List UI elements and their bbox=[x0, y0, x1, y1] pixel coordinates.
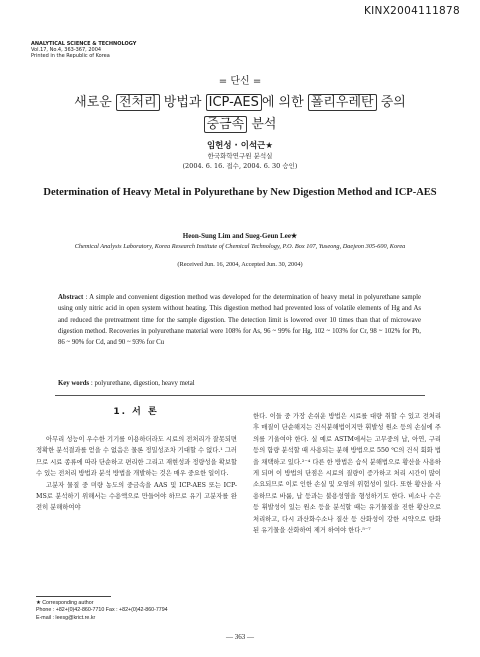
section-label: = 단신 = bbox=[218, 76, 262, 87]
journal-volume: Vol.17, No.4, 363-367, 2004 bbox=[31, 47, 102, 53]
keywords-label: Key words bbox=[58, 380, 90, 387]
footnote-divider bbox=[36, 596, 111, 597]
journal-printed: Printed in the Republic of Korea bbox=[31, 53, 110, 59]
title-segment: 방법과 bbox=[159, 95, 206, 110]
title-segment: 새로운 bbox=[74, 95, 116, 110]
section-divider bbox=[55, 395, 425, 396]
korean-title-line1 bbox=[0, 92, 480, 114]
title-segment: 에 의한 bbox=[261, 95, 308, 110]
korean-dates: (2004. 6. 16. 접수, 2004. 6. 30 승인) bbox=[182, 162, 298, 170]
english-dates: (Received Jun. 16, 2004, Accepted Jun. 30, 2004) bbox=[177, 261, 303, 268]
title-highlight: 전처리 bbox=[116, 94, 160, 111]
title-highlight: 폴리우레탄 bbox=[308, 94, 377, 111]
abstract bbox=[58, 292, 421, 348]
document-id: KINX2004111878 bbox=[363, 5, 460, 17]
korean-title bbox=[0, 92, 480, 136]
korean-authors: 임헌성 · 이석근★ bbox=[206, 141, 274, 151]
korean-affiliation: 한국화학연구원 분석실 bbox=[207, 152, 273, 160]
english-affiliation: Chemical Analysis Laboratory, Korea Research Institute of Chemical Technology, P.O. Box 107, Yuseong, Daejeon 305-600, Korea bbox=[74, 243, 406, 250]
footnote-email: E-mail : leesg@krict.re.kr bbox=[36, 614, 96, 621]
page-number: — 363 — bbox=[226, 633, 254, 641]
paragraph: 아무리 성능이 우수한 기기를 이용하더라도 시료의 전처리가 잘못되면 정확한 분석결과를 얻을 수 없음은 물론 정밀성조차 기대할 수 없다.¹ 그러므로 시료 종류에 따라 단순하고 편리한 그리고 재현성과 정량성을 확보할 수 있는 전처리 방법과 분석 방법을 개발하는 것은 매우 중요한 일이다. bbox=[36, 436, 237, 478]
left-column bbox=[36, 434, 237, 514]
english-title: Determination of Heavy Metal in Polyurethane by New Digestion Method and ICP-AES bbox=[43, 187, 437, 198]
footnote-phone-fax: Phone : +82+(0)42-860-7710 Fax : +82+(0)42-860-7794 bbox=[36, 607, 168, 614]
keywords bbox=[58, 380, 421, 387]
paragraph: 고분자 물질 중 미량 농도의 중금속을 AAS 및 ICP-AES 또는 ICP-MS로 분석하기 위해서는 수용액으로 만들어야 하므로 유기 고분자를 완전히 분해하여야 bbox=[36, 481, 237, 512]
abstract-label: Abstract bbox=[58, 294, 84, 301]
paragraph: 한다. 이들 중 가장 손쉬운 방법은 시료를 대량 취할 수 있고 전처리 후 매질이 단순해지는 건식분해법이지만 휘발성 원소 등의 손실에 주의를 기울여야 한다. 실 예로 ASTM에서는 고무중의 납, 아연, 구리 등의 함량 분석할 때 사용되는 분해 방법으로 550 ℃의 건식 회화 법을 채택하고 있다.²⁻⁴ 다른 한 방법은 습식 분해법으로 황산을 사용하게 되며 이 방법의 단점은 시료의 질량이 증가하고 처리 시간이 많이 소요되므로 이로 인한 손실 및 오염의 위험성이 있다. 또한 황산을 사용하므로 바륨, 납 등과는 불용성염을 형성하기도 한다. 비소나 수은 등 휘발성이 있는 원소 등을 분석할 때는 유기물질을 진한 황산으로 처리하고, 다시 과산화수소나 질산 등 산화성이 강한 시약으로 탄화된 유기물을 산화하여 제거 하여야 한다.⁵⁻⁷ bbox=[253, 413, 441, 535]
journal-name: ANALYTICAL SCIENCE & TECHNOLOGY bbox=[31, 41, 137, 47]
title-segment: 분석 bbox=[247, 117, 277, 132]
section-heading: 1. 서 론 bbox=[113, 407, 159, 417]
korean-title-line2 bbox=[0, 114, 480, 136]
footnote bbox=[36, 600, 241, 622]
footnote-corresponding: ★ Corresponding author bbox=[36, 600, 94, 606]
title-highlight: ICP-AES bbox=[206, 94, 262, 111]
title-segment: 중의 bbox=[376, 95, 406, 110]
journal-header bbox=[31, 41, 136, 59]
abstract-text: : A simple and convenient digestion method was developed for the determination of heavy metal in polyurethane sample using only nitric acid in open system without heating. This digestion method had prevented loss of volatile elements of Hg and As and reduced the pretreatment time for the sample digestion. The detection limit is lowered over 10 times than that of microwave digestion method. Recoveries in polyurethane material were 108% for As, 96 ~ 99% for Hg, 102 ~ 103% for Cr, 98 ~ 102% for Pb, 86 ~ 90% for Cd, and 90 ~ 93% for Cu bbox=[58, 294, 421, 347]
english-authors: Heon-Sung Lim and Sueg-Geun Lee★ bbox=[182, 232, 298, 240]
keywords-text: : polyurethane, digestion, heavy metal bbox=[89, 380, 195, 387]
right-column bbox=[253, 411, 441, 536]
title-highlight: 중금속 bbox=[204, 116, 248, 133]
